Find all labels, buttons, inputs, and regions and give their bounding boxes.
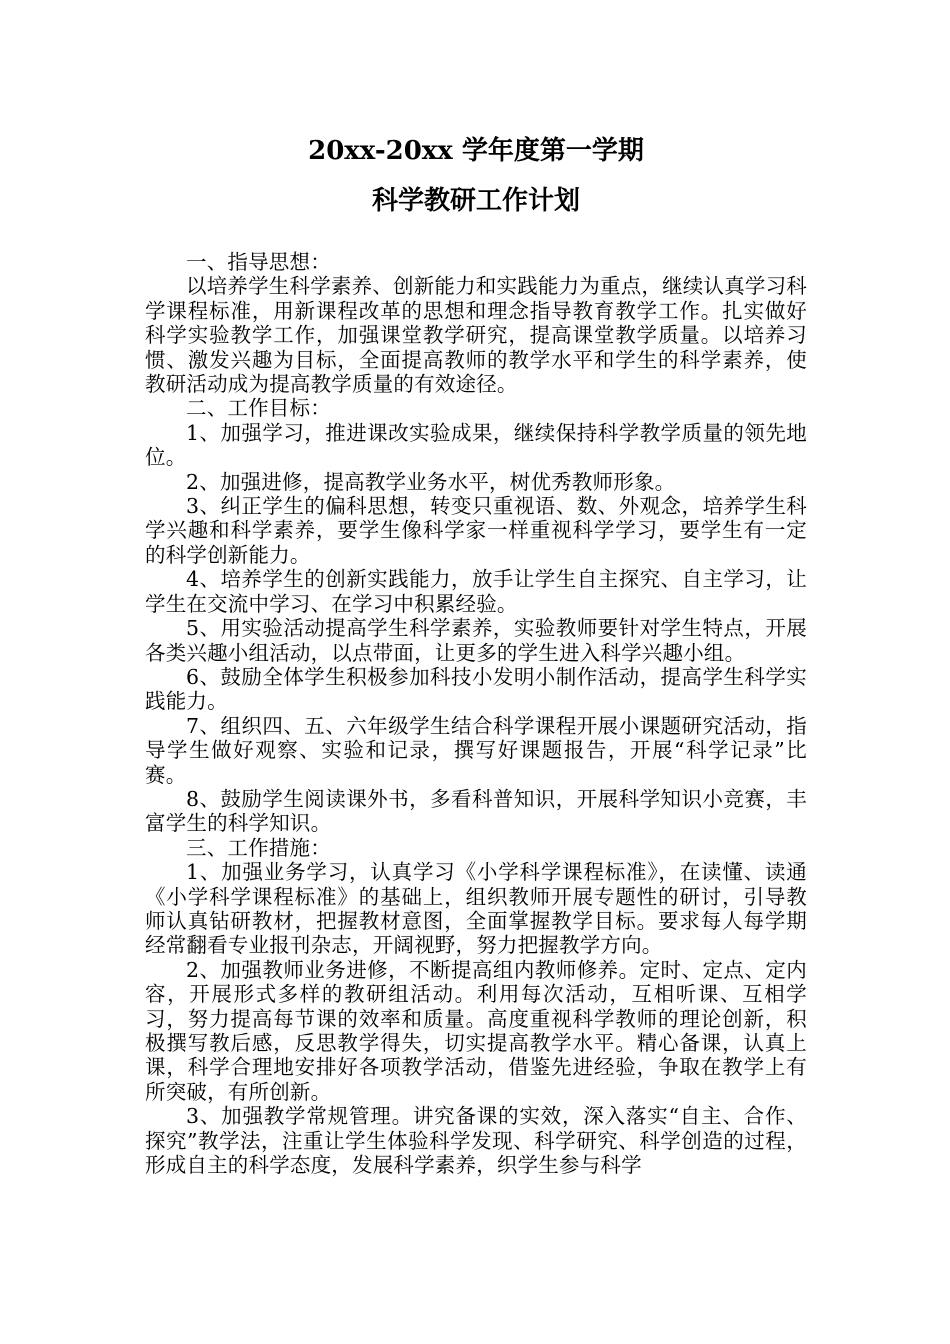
goal-item-4: 4、培养学生的创新实践能力，放手让学生自主探究、自主学习，让学生在交流中学习、在学习中积累经验。 bbox=[145, 567, 807, 616]
goal-item-8: 8、鼓励学生阅读课外书，多看科普知识，开展科学知识小竞赛，丰富学生的科学知识。 bbox=[145, 786, 807, 836]
document-body bbox=[145, 250, 807, 1177]
goal-item-3: 3、纠正学生的偏科思想，转变只重视语、数、外观念，培养学生科学兴趣和科学素养，要学生像科学家一样重视科学学习，要学生有一定的科学创新能力。 bbox=[145, 494, 807, 567]
measure-item-2: 2、加强教师业务进修，不断提高组内教师修养。定时、定点、定内容，开展形式多样的教研组活动。利用每次活动，互相听课、互相学习，努力提高每节课的效率和质量。高度重视科学教师的理论创新，积极撰写教后感，反思教学得失，切实提高教学水平。精心备课，认真上课，科学合理地安排好各项教学活动，借鉴先进经验，争取在教学上有所突破，有所创新。 bbox=[145, 957, 807, 1104]
section-heading-work-goals: 二、工作目标： bbox=[186, 396, 331, 421]
paragraph-guiding-ideology: 以培养学生科学素养、创新能力和实践能力为重点，继续认真学习科学课程标准，用新课程改革的思想和理念指导教育教学工作。扎实做好科学实验教学工作，加强课堂教学研究，提高课堂教学质量。以培养习惯、激发兴趣为目标，全面提高教师的教学水平和学生的科学素养，使教研活动成为提高教学质量的有效途径。 bbox=[145, 274, 807, 397]
measure-item-3: 3、加强教学常规管理。讲究备课的实效，深入落实“自主、合作、探究”教学法，注重让学生体验科学发现、科学研究、科学创造的过程，形成自主的科学态度，发展科学素养，织学生参与科学 bbox=[145, 1104, 807, 1178]
goal-item-1: 1、加强学习，推进课改实验成果，继续保持科学教学质量的领先地位。 bbox=[145, 420, 807, 470]
section-heading-guiding-ideology: 一、指导思想： bbox=[186, 250, 331, 274]
document-subtitle: 科学教研工作计划 bbox=[371, 186, 580, 216]
goal-item-7: 7、组织四、五、六年级学生结合科学课程开展小课题研究活动，指导学生做好观察、实验和记录，撰写好课题报告，开展“科学记录”比赛。 bbox=[145, 713, 807, 787]
goal-item-6: 6、鼓励全体学生积极参加科技小发明小制作活动，提高学生科学实践能力。 bbox=[145, 664, 807, 714]
goal-item-5: 5、用实验活动提高学生科学素养，实验教师要针对学生特点，开展各类兴趣小组活动，以点带面，让更多的学生进入科学兴趣小组。 bbox=[145, 616, 807, 665]
section-heading-work-measures: 三、工作措施： bbox=[186, 835, 331, 860]
document-page bbox=[145, 128, 807, 1177]
measure-item-1: 1、加强业务学习，认真学习《小学科学课程标准》，在读懂、读通《小学科学课程标准》的基础上，组织教师开展专题性的研讨，引导教师认真钻研教材，把握教材意图，全面掌握教学目标。要求每人每学期经常翻看专业报刊杂志，开阔视野，努力把握教学方向。 bbox=[145, 860, 807, 958]
document-title: 20xx-20xx 学年度第一学期 bbox=[308, 136, 644, 166]
goal-item-2: 2、加强进修，提高教学业务水平，树优秀教师形象。 bbox=[186, 469, 676, 494]
